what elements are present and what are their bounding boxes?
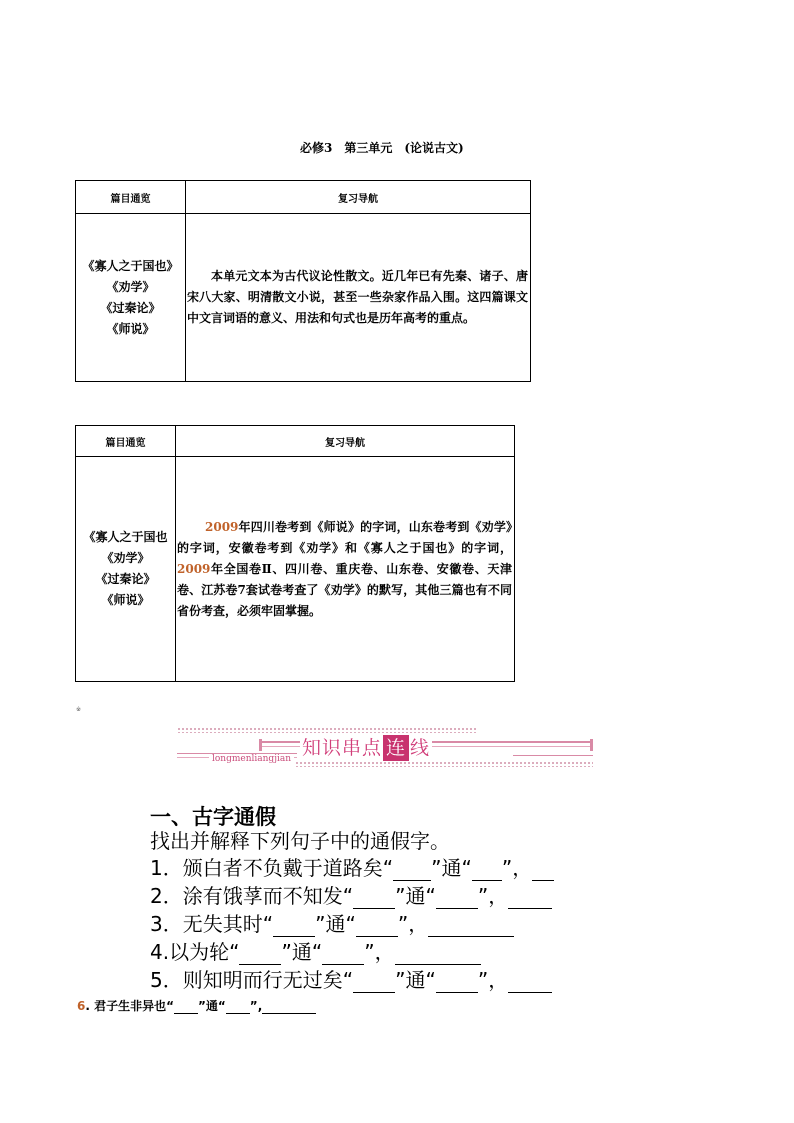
- article-title: 《寡人之于国也: [83, 530, 168, 544]
- banner-bar: [590, 739, 593, 751]
- header-review-guide: 复习导航: [186, 181, 531, 214]
- answer-blank[interactable]: [273, 916, 315, 937]
- answer-blank[interactable]: [436, 972, 478, 993]
- review-table-2: [75, 425, 515, 682]
- instruction: 找出并解释下列句子中的通假字。: [150, 829, 450, 853]
- header-articles: 篇目通览: [76, 426, 176, 457]
- banner-line: [513, 755, 593, 756]
- article-title: 《劝学》: [106, 279, 155, 294]
- banner-dots: [295, 761, 593, 767]
- answer-blank[interactable]: [353, 972, 395, 993]
- question-2: 2．涂有饿莩而不知发“ ”通“ ”，: [150, 883, 552, 909]
- article-list: [76, 457, 176, 682]
- answer-blank[interactable]: [395, 944, 481, 965]
- review-description: 2009年四川卷考到《师说》的字词，山东卷考到《劝学》的字词，安徽卷考到《劝学》和《寡人之于国也》的字词，2009年全国卷Ⅱ、四川卷、重庆卷、山东卷、安徽卷、天津卷、江苏卷7套试卷考查了《劝学》的默写，其他三篇也有不同省份考查，必须牢固掌握。: [176, 457, 515, 682]
- answer-blank[interactable]: [508, 972, 552, 993]
- answer-blank[interactable]: [239, 944, 281, 965]
- year: 2009: [205, 519, 239, 534]
- review-table-1: [75, 180, 531, 382]
- answer-blank[interactable]: [393, 860, 431, 881]
- article-title: 《师说》: [106, 321, 155, 336]
- answer-blank[interactable]: [226, 1001, 250, 1014]
- section-title: 一、古字通假: [150, 805, 276, 829]
- header-review-guide: 复习导航: [176, 426, 515, 457]
- answer-blank[interactable]: [508, 888, 552, 909]
- question-1: 1．颁白者不负戴于道路矣“ ”通“ ”，: [150, 855, 554, 881]
- banner-dots: [177, 727, 477, 733]
- article-title: 《寡人之于国也》: [82, 258, 179, 273]
- answer-blank[interactable]: [353, 888, 395, 909]
- answer-blank[interactable]: [262, 1001, 316, 1014]
- small-mark: ※: [76, 706, 82, 713]
- answer-blank[interactable]: [174, 1001, 198, 1014]
- article-title: 《师说》: [101, 593, 150, 607]
- banner-pinyin: longmenliangjian: [209, 754, 294, 764]
- answer-blank[interactable]: [436, 888, 478, 909]
- header-articles: 篇目通览: [76, 181, 186, 214]
- question-4: 4.以为轮“ ”通“ ”，: [150, 939, 481, 965]
- question-6: 6. 君子生非异也“ ”通“ ”,: [77, 997, 316, 1014]
- page-title: 必修3 第三单元 (论说古文): [300, 141, 464, 155]
- article-title: 《劝学》: [101, 551, 150, 565]
- answer-blank[interactable]: [322, 944, 364, 965]
- year: 2009: [177, 561, 211, 576]
- article-title: 《过秦论》: [95, 572, 156, 586]
- banner-highlight: 连: [383, 735, 409, 761]
- review-description: 本单元文本为古代议论性散文。近几年已有先秦、诸子、唐宋八大家、明清散文小说，甚至一些杂家作品入围。这四篇课文中文言词语的意义、用法和句式也是历年高考的重点。: [186, 214, 531, 382]
- answer-blank[interactable]: [356, 916, 398, 937]
- answer-blank[interactable]: [532, 860, 554, 881]
- question-3: 3．无失其时“ ”通“ ”，: [150, 911, 514, 937]
- article-list: [76, 214, 186, 382]
- answer-blank[interactable]: [428, 916, 514, 937]
- banner-title: 知识串点 连 线: [302, 737, 431, 759]
- question-5: 5．则知明而行无过矣“ ”通“ ”，: [150, 967, 552, 993]
- section-banner: [177, 727, 593, 775]
- answer-blank[interactable]: [472, 860, 502, 881]
- article-title: 《过秦论》: [100, 300, 161, 315]
- banner-bar: [259, 739, 262, 751]
